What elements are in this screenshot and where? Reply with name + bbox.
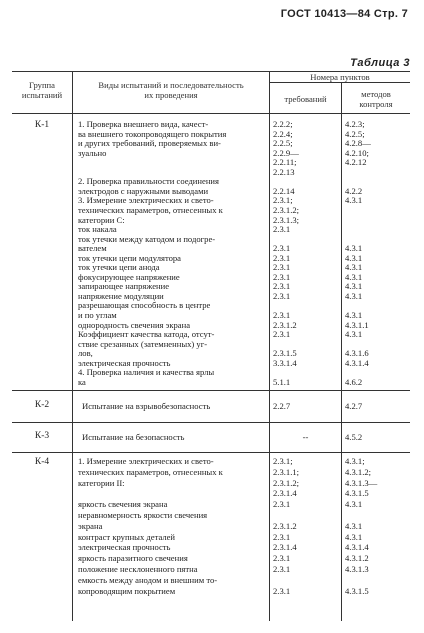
row-met: 4.3.1 xyxy=(345,531,363,542)
row-req: 2.2.4; xyxy=(273,128,293,139)
row-req: 2.2.9— xyxy=(273,147,299,158)
header-group-line1: Группа xyxy=(29,80,55,90)
row-test-text: технических параметров, отнесенных к xyxy=(78,204,223,215)
row-req: 2.3.1 xyxy=(273,262,291,273)
row-req: 2.3.1 xyxy=(273,499,291,510)
row-req: 2.3.1; xyxy=(273,195,293,206)
row-test-text: напряжение модуляции xyxy=(78,290,164,301)
row-test-text: вателем xyxy=(78,243,107,254)
row-req: 2.3.1.2; xyxy=(273,477,300,488)
row-req: 2.3.1 xyxy=(273,531,291,542)
row-req: 2.3.1 xyxy=(273,310,291,320)
row-met: 4.3.1.3— xyxy=(345,477,378,488)
row-met: 4.2.2 xyxy=(345,185,363,196)
row-req: 2.3.1.2 xyxy=(273,520,297,531)
group-separator-2 xyxy=(12,422,410,423)
k3-req: -- xyxy=(302,432,309,442)
row-test-text: ствие срезанных (затемненных) уг- xyxy=(78,338,208,349)
group-label-k1: К-1 xyxy=(34,120,50,130)
row-req: 2.3.1; xyxy=(273,456,293,466)
group-separator-3 xyxy=(12,452,410,453)
row-req: 2.3.1.5 xyxy=(273,348,297,359)
k2-req: 2.2.7 xyxy=(273,401,291,411)
row-test-text: запирающее напряжение xyxy=(78,281,170,292)
row-test-text: ток накала xyxy=(78,224,117,235)
col-divider-3 xyxy=(341,82,342,621)
k3-test-text: Испытание на безопасность xyxy=(82,432,185,442)
row-test-text: 3. Измерение электрических и свето- xyxy=(78,195,214,206)
row-met: 4.3.1 xyxy=(345,290,363,301)
row-met: 4.2.8— xyxy=(345,138,371,149)
header-methods-line1: методов xyxy=(361,89,391,99)
row-req: 2.3.1 xyxy=(273,243,291,254)
row-met: 4.2.3; xyxy=(345,119,365,129)
row-req: 2.3.1 xyxy=(273,271,291,282)
row-test-text: ток утечки между катодом и подогре- xyxy=(78,233,216,244)
row-test-text: ва внешнего токопроводящего покрытия xyxy=(78,128,227,139)
row-req: 2.3.1 xyxy=(273,224,291,235)
row-met: 4.3.1; xyxy=(345,456,365,466)
table-caption: Таблица 3 xyxy=(350,57,410,69)
row-test-text: зуально xyxy=(78,147,107,158)
row-test-text: однородность свечения экрана xyxy=(78,319,191,330)
page-header: ГОСТ 10413—84 Стр. 7 xyxy=(280,8,408,20)
row-met: 4.6.2 xyxy=(345,376,363,387)
row-test-text: 4. Проверка наличия и качества ярлы xyxy=(78,367,215,378)
row-test-text: ток утечки цепи анода xyxy=(78,262,160,273)
row-test-text: экрана xyxy=(78,520,103,531)
row-test-text: и по углам xyxy=(78,310,117,320)
row-test-text: электрическая прочность xyxy=(78,357,171,368)
row-test-text: 1. Проверка внешнего вида, качест- xyxy=(78,119,209,129)
row-met: 4.3.1.3 xyxy=(345,564,369,574)
row-req: 2.3.1 xyxy=(273,553,291,564)
row-met: 4.3.1.5 xyxy=(345,488,369,499)
row-req: 2.3.1.3; xyxy=(273,214,300,225)
row-met: 4.3.1.4 xyxy=(345,357,369,368)
row-met: 4.3.1 xyxy=(345,520,363,531)
row-test-text: копроводящим покрытием xyxy=(78,585,176,596)
row-met: 4.3.1 xyxy=(345,329,363,340)
row-test-text: емкость между анодом и внешним то- xyxy=(78,574,218,585)
col-divider-1 xyxy=(72,71,73,621)
row-met: 4.3.1 xyxy=(345,252,363,263)
row-test-text: категории II: xyxy=(78,477,125,488)
row-met: 4.3.1 xyxy=(345,310,363,320)
header-types-line1: Виды испытаний и последовательность xyxy=(98,80,244,90)
row-met: 4.3.1 xyxy=(345,499,363,510)
col-divider-2 xyxy=(269,71,270,621)
row-met: 4.3.1 xyxy=(345,271,363,282)
row-req: 2.3.1.2; xyxy=(273,204,300,215)
row-met: 4.2.5; xyxy=(345,128,365,139)
row-req: 2.2.14 xyxy=(273,185,295,196)
row-met: 4.3.1.1 xyxy=(345,319,369,330)
row-met: 4.2.12 xyxy=(345,157,367,168)
k2-test-text: Испытание на взрывобезопасность xyxy=(82,401,211,411)
row-test-text: ток утечки цепи модулятора xyxy=(78,252,181,263)
row-test-text: лов, xyxy=(78,348,93,359)
row-test-text: и других требований, проверяемых ви- xyxy=(78,138,221,149)
group-label-k3: К-3 xyxy=(34,431,50,441)
row-req: 2.3.1 xyxy=(273,329,291,340)
k3-met: 4.5.2 xyxy=(345,432,363,442)
row-met: 4.3.1 xyxy=(345,281,363,292)
row-req: 5.1.1 xyxy=(273,376,291,387)
row-test-text: разрешающая способность в центре xyxy=(78,300,211,311)
row-req: 2.3.1 xyxy=(273,564,291,574)
row-test-text: положение несклоненного пятна xyxy=(78,564,198,574)
row-req: 2.3.1 xyxy=(273,281,291,292)
row-test-text: яркость свечения экрана xyxy=(78,499,168,510)
row-req: 2.3.1.2 xyxy=(273,319,297,330)
row-req: 2.3.1.4 xyxy=(273,542,297,553)
row-test-text: контраст крупных деталей xyxy=(78,531,176,542)
row-test-text: Коэффициент качества катода, отсут- xyxy=(78,329,215,340)
row-test-text: яркость паразитного свечения xyxy=(78,553,188,564)
row-met: 4.3.1 xyxy=(345,262,363,273)
group-label-k2: К-2 xyxy=(34,400,50,410)
row-req: 2.2.2; xyxy=(273,119,293,129)
row-met: 4.2.10; xyxy=(345,147,369,158)
header-points: Номера пунктов xyxy=(310,72,370,82)
row-req: 2.3.1.1; xyxy=(273,466,300,477)
header-types-line2: их проведения xyxy=(144,90,198,100)
row-test-text: категории С: xyxy=(78,214,125,225)
row-met: 4.3.1.6 xyxy=(345,348,369,359)
row-test-text: электродов с наружными выводами xyxy=(78,185,209,196)
row-test-text: ка xyxy=(78,376,86,387)
row-test-text: электрическая прочность xyxy=(78,542,171,553)
row-req: 2.2.5; xyxy=(273,138,293,149)
row-test-text: 1. Измерение электрических и свето- xyxy=(78,456,214,466)
group-separator-1 xyxy=(12,390,410,391)
header-req: требований xyxy=(284,94,327,104)
row-req: 2.3.1 xyxy=(273,585,291,596)
row-test-text: 2. Проверка правильности соединения xyxy=(78,176,219,187)
row-met: 4.3.1.4 xyxy=(345,542,369,553)
group-label-k4: К-4 xyxy=(34,457,50,467)
row-met: 4.3.1.2 xyxy=(345,553,369,564)
row-met: 4.3.1 xyxy=(345,243,363,254)
header-methods-line2: контроля xyxy=(359,99,393,109)
row-req: 2.3.1 xyxy=(273,252,291,263)
row-met: 4.3.1 xyxy=(345,195,363,206)
k2-met: 4.2.7 xyxy=(345,401,363,411)
row-req: 2.3.1.4 xyxy=(273,488,297,499)
row-req: 2.3.1 xyxy=(273,290,291,301)
row-met: 4.3.1.5 xyxy=(345,585,369,596)
row-test-text: фокусирующее напряжение xyxy=(78,271,180,282)
row-req: 2.2.11; xyxy=(273,157,297,168)
row-req: 3.3.1.4 xyxy=(273,357,297,368)
row-test-text: неравномерность яркости свечения xyxy=(78,510,208,520)
row-req: 2.2.13 xyxy=(273,166,295,177)
row-met: 4.3.1.2; xyxy=(345,466,372,477)
header-group-line2: испытаний xyxy=(21,90,63,100)
row-test-text: технических параметров, отнесенных к xyxy=(78,466,223,477)
